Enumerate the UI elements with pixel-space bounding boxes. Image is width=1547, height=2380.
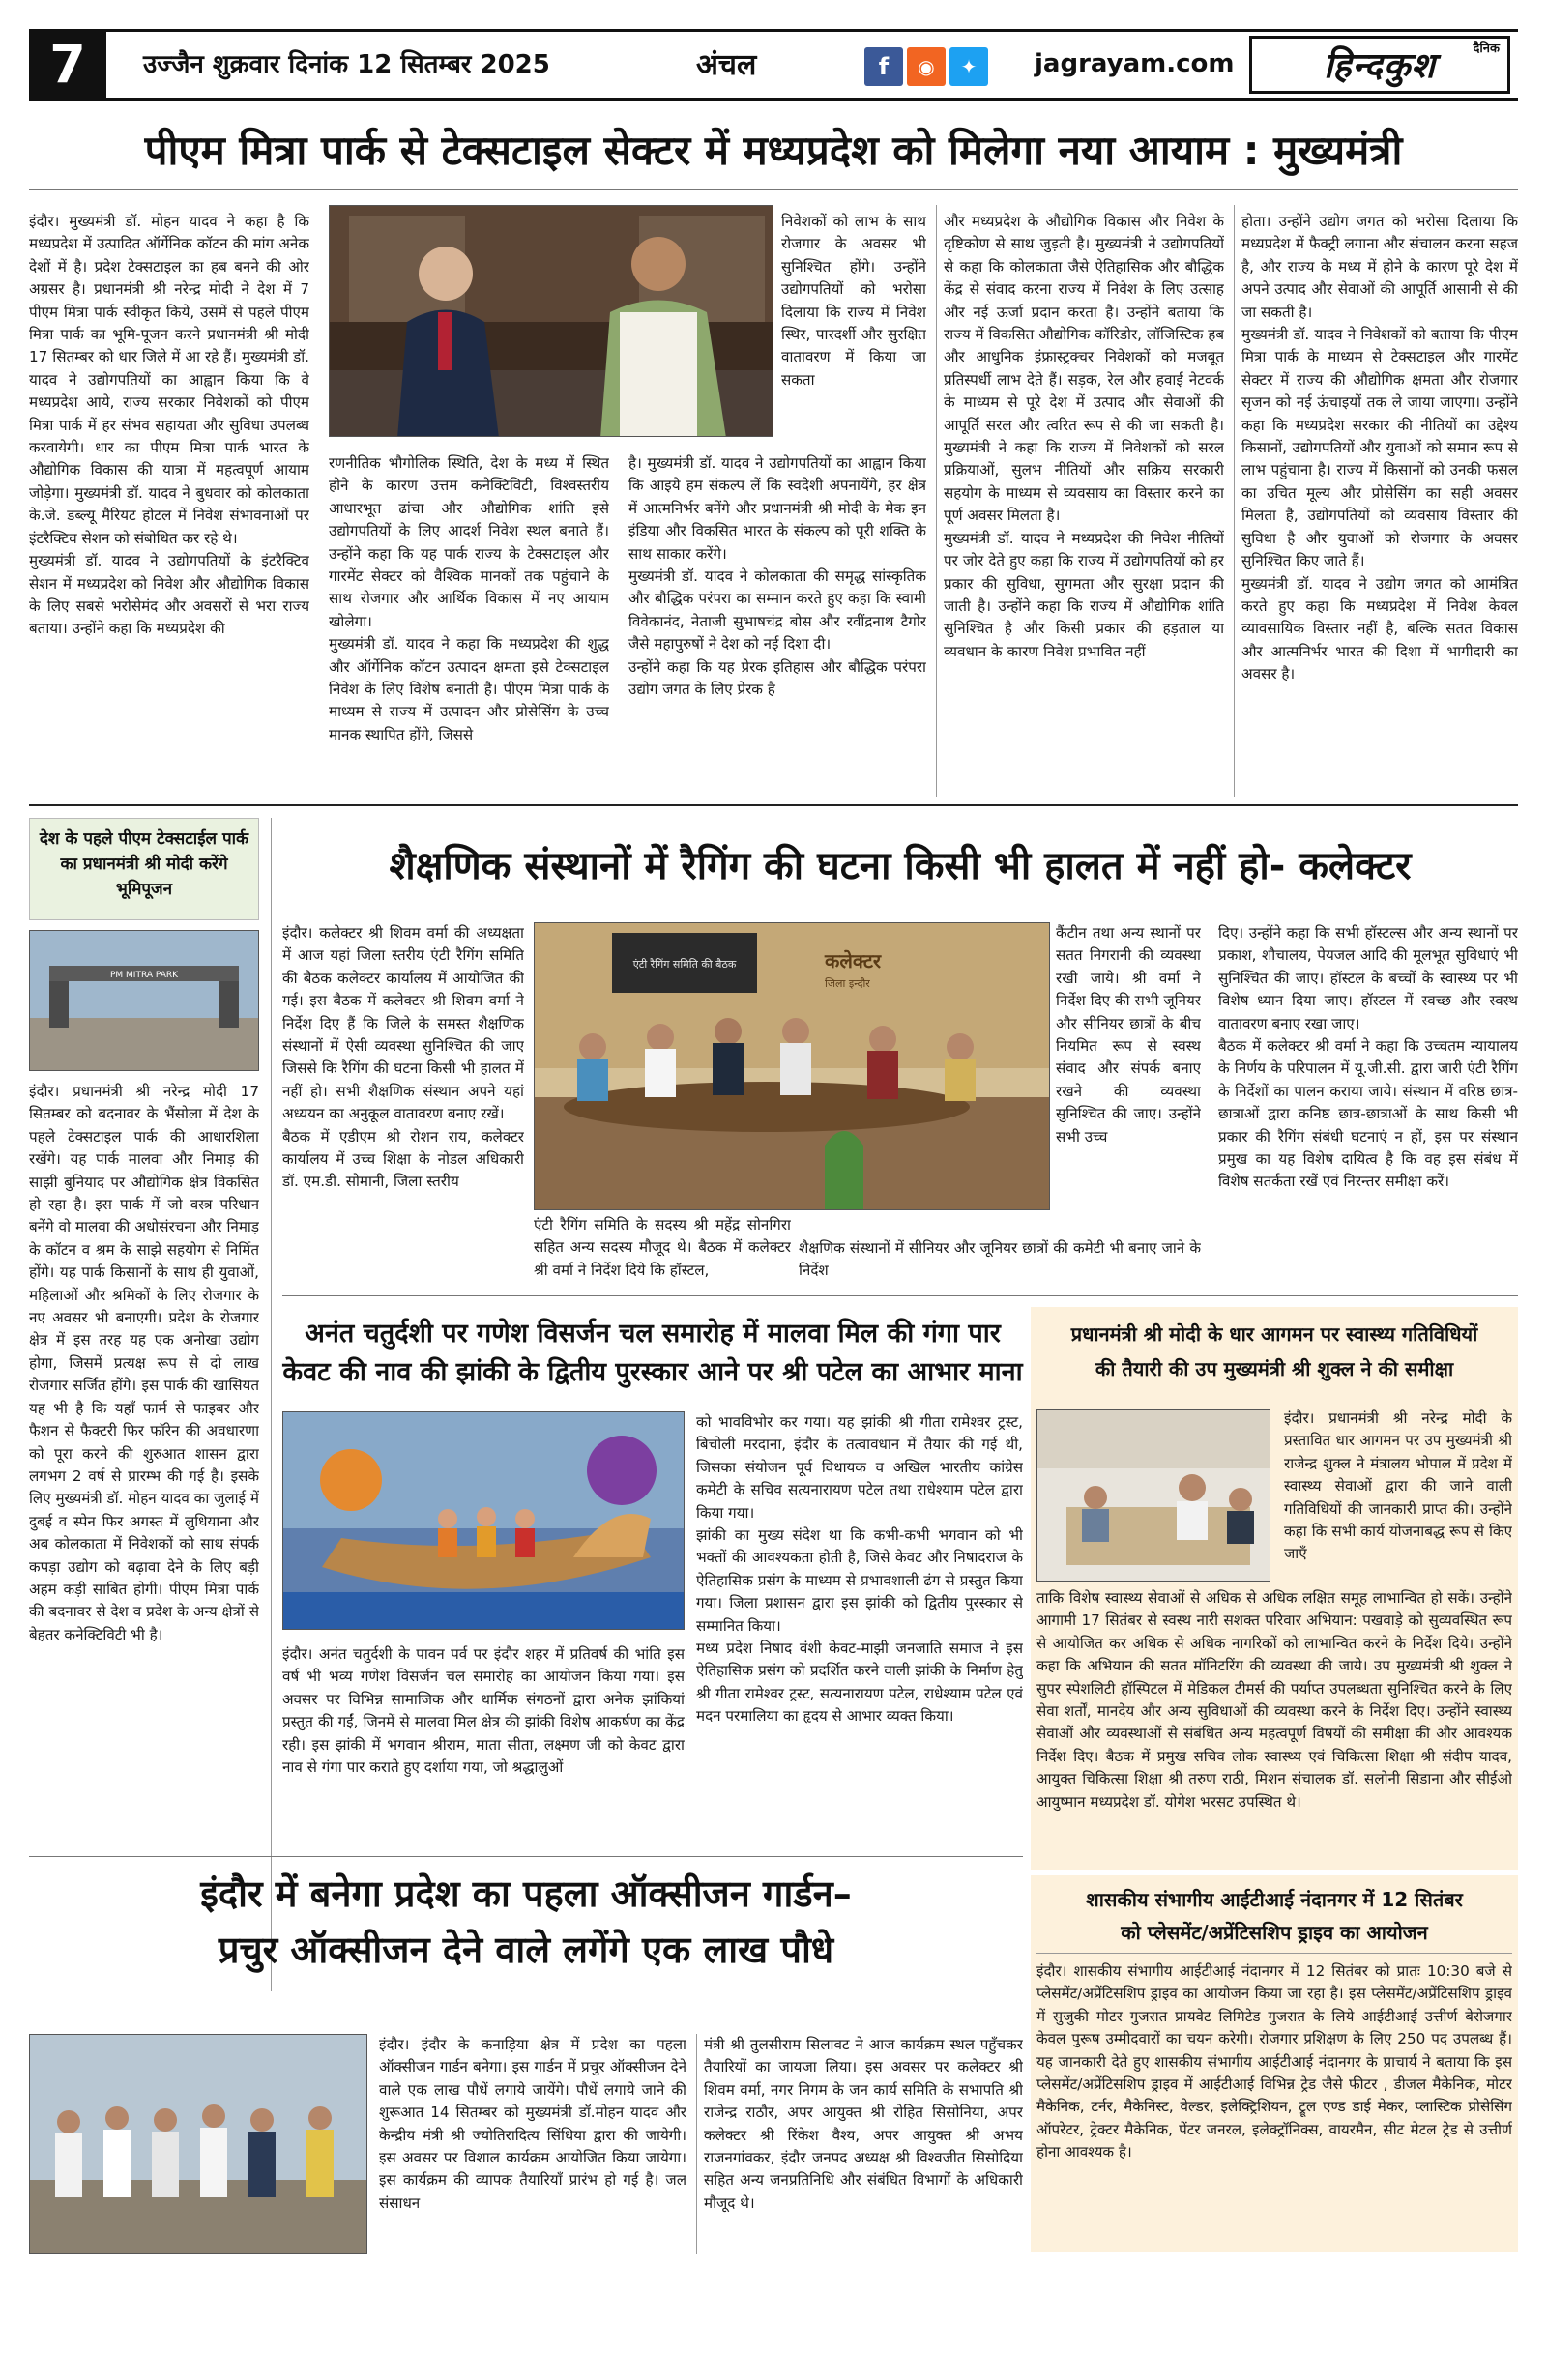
section-title: अंचल bbox=[696, 48, 757, 82]
page-number: 7 bbox=[29, 32, 106, 98]
article6-col1: इंदौर। इंदौर के कनाड़िया क्षेत्र में प्रदेश का पहला ऑक्सीजन गार्डन बनेगा। इस गार्डन में प्रचुर ऑक्सीजन देने वाले एक लाख पौधें लगाये जायेंगे। पौधें लगाये जाने की शुरूआत 14 सितम्बर को मुख्यमंत्री डॉ.मोहन यादव और केन्द्रीय मंत्री श्री ज्योतिरादित्य सिंधिया द्वारा की जायेगी। इस अवसर पर विशाल कार्यक्रम आयोजित किया जायेगा। इस कार्यक्रम की व्यापक तैयारियाँ प्रारंभ हो गई है। जल संसाधन bbox=[379, 2036, 686, 2212]
wall-sign-1: कलेक्टर bbox=[825, 949, 882, 972]
article2-col4: दिए। उन्होंने कहा कि सभी हॉस्टल्स और अन्य स्थानों पर प्रकाश, शौचालय, पेयजल आदि की मूलभूत सुविधाएं भी सुनिश्चित की जाए। हॉस्टल के बच्चों के स्वास्थ्य पर भी विशेष ध्यान दिया जाए। हॉस्टल में स्वच्छ और स्वस्थ वातावरण बनाए रखा जाए। बैठक में कलेक्टर श्री वर्मा ने कहा कि उच्चतम न्यायालय के निर्णय के परिपालन में यू.जी.सी. द्वारा जारी एंटी रैगिंग के निर्देशों का पालन कराया जाये। संस्थान में वरिष्ठ छात्र-छात्राओं द्वारा कनिष्ठ छात्र-छात्राओं के साथ किसी भी प्रकार की रैगिंग संबंधी घटनाएं न हों, इस पर संस्थान प्रमुख का यह विशेष दायित्व है कि वह इस संबंध में विशेष सतर्कता रखें एवं निरन्तर समीक्षा करें। bbox=[1218, 924, 1518, 1191]
brand-logo bbox=[1249, 36, 1510, 94]
article1-headline: पीएम मित्रा पार्क से टेक्सटाइल सेक्टर में मध्यप्रदेश को मिलेगा नया आयाम : मुख्यमंत्री bbox=[144, 127, 1403, 174]
article6-col2: मंत्री श्री तुलसीराम सिलावट ने आज कार्यक्रम स्थल पहुँचकर तैयारियों का जायजा लिया। इस अवसर पर कलेक्टर श्री शिवम वर्मा, नगर निगम के जन कार्य समिति के सभापति श्री राजेन्द्र राठौर, अपर आयुक्त श्री रोहित सिसोनिया, अपर कलेक्टर श्री रिंकेश वैश्य, अपर आयुक्त श्री अभय राजनगांवकर, इंदौर जनपद अध्यक्ष श्री विश्वजीत सिसोदिया सहित अन्य जनप्रतिनिधि और संबंधित विभागों के अधिकारी मौजूद थे। bbox=[704, 2036, 1023, 2212]
masthead bbox=[29, 29, 1518, 101]
wall-sign-2: जिला इन्दौर bbox=[825, 977, 870, 990]
article6-photo bbox=[29, 2034, 367, 2254]
article2-photo bbox=[534, 922, 1050, 1210]
article5-box bbox=[1031, 1875, 1518, 2252]
article6-headline bbox=[29, 1866, 1023, 1978]
gate-photo-illustration bbox=[30, 931, 259, 1071]
article5-headline bbox=[1036, 1883, 1512, 1949]
article3-col1: इंदौर। अनंत चतुर्दशी के पावन पर्व पर इंदौर शहर में प्रतिवर्ष की भांति इस वर्ष भी भव्य गणेश विसर्जन चल समारोह का आयोजन किया गया। इस अवसर पर विभिन्न सामाजिक और धार्मिक संगठनों द्वारा अनेक झांकियां प्रस्तुत की गईं, जिनमें से मालवा मिल क्षेत्र की झांकी विशेष आकर्षण का केंद्र रही। इस झांकी में भगवान श्रीराम, माता सीता, लक्ष्मण जी को केवट द्वारा नाव से गंगा पार कराते हुए दर्शाया गया, जो श्रद्धालुओं bbox=[282, 1645, 685, 1777]
rss-icon[interactable]: ◉ bbox=[907, 47, 946, 86]
article1-col4: और मध्यप्रदेश के औद्योगिक विकास और निवेश के दृष्टिकोण से साथ जुड़ती है। मुख्यमंत्री ने उद्योगपतियों से कहा कि कोलकाता जैसे ऐतिहासिक और बौद्धिक केंद्र से संवाद करना राज्य में निवेश के लिए उत्साह और नई ऊर्जा प्रदान करता है। उन्होंने बताया कि राज्य में विकसित औद्योगिक कॉरिडोर, लॉजिस्टिक हब और आधुनिक इंफ्रास्ट्रक्चर निवेशकों को मजबूत प्रतिस्पर्धी लाभ देते हैं। सड़क, रेल और हवाई नेटवर्क के माध्यम से पूरे देश में उत्पाद और सेवाओं की आपूर्ति सरल और त्वरित रूप से की जा सकती है। मुख्यमंत्री ने कहा कि राज्य में निवेशकों को सरल प्रक्रियाओं, सुलभ नीतियों और सक्रिय सरकारी सहयोग के माध्यम से व्यवसाय का विस्तार करने का पूर्ण अवसर मिलता है। मुख्यमंत्री डॉ. यादव ने मध्यप्रदेश की निवेश नीतियों पर जोर देते हुए कहा कि राज्य में उद्योगपतियों को हर प्रकार की सुविधा, सुगमता और सुरक्षा प्रदान की जाती है। उन्होंने कहा कि राज्य में औद्योगिक शांति सुनिश्चित है और किसी प्रकार की हड़ताल या व्यवधान के कारण निवेश प्रभावित नहीं bbox=[944, 213, 1224, 660]
facebook-icon[interactable]: f bbox=[864, 47, 903, 86]
article2-col3b: शैक्षणिक संस्थानों में सीनियर और जूनियर छात्रों की कमेटी भी बनाए जाने के निर्देश bbox=[799, 1239, 1201, 1280]
article1-col3a: निवेशकों को लाभ के साथ रोजगार के अवसर भी सुनिश्चित होंगे। उन्होंने उद्योगपतियों को भरोसा दिलाया कि राज्य में निवेश स्थिर, पारदर्शी और सुरक्षित वातावरण में किया जा सकता bbox=[781, 213, 926, 389]
divider bbox=[1234, 205, 1235, 797]
divider bbox=[282, 1295, 1518, 1296]
article4-col-top: इंदौर। प्रधानमंत्री श्री नरेन्द्र मोदी के प्रस्तावित धार आगमन पर उप मुख्यमंत्री श्री राजेन्द्र शुक्ल ने मंत्रालय भोपाल में प्रदेश में स्वास्थ्य सेवाओं द्वारा की जाने वाली गतिविधियों की जानकारी प्राप्त की। उन्होंने कहा कि सभी कार्य योजनाबद्ध रूप से किए जाएँ bbox=[1284, 1409, 1512, 1563]
article2-col2: एंटी रैगिंग समिति के सदस्य श्री महेंद्र सोनगिरा सहित अन्य सदस्य मौजूद थे। बैठक में कलेक्टर श्री वर्मा ने निर्देश दिये कि हॉस्टल, bbox=[534, 1216, 791, 1279]
twitter-icon[interactable]: ✦ bbox=[949, 47, 988, 86]
divider bbox=[1036, 1953, 1512, 1954]
gate-sign: PM MITRA PARK bbox=[109, 971, 179, 980]
article4-body: ताकि विशेष स्वास्थ्य सेवाओं से अधिक से अधिक लक्षित समूह लाभान्वित हो सकें। उन्होंने आगामी 17 सितंबर से स्वस्थ नारी सशक्त परिवार अभियान: पखवाड़े को सुव्यवस्थित रूप से आयोजित कर अधिक से अधिक नागरिकों को लाभान्वित करने के निर्देश दिये। उन्होंने कहा कि अभियान की सतत मॉनिटरिंग की व्यवस्था की जाये। उप मुख्यमंत्री श्री शुक्ल ने सुपर स्पेशलिटी हॉस्पिटल में मेडिकल टीमर्स की पर्याप्त उपलब्धता सुनिश्चित करने के लिए सेवा शर्तों, मानदेय और अन्य सुविधाओं की व्यवस्था करने के निर्देश दिए। उन्होंने स्वास्थ्य सेवाओं और व्यवस्थाओं से संबंधित अन्य महत्वपूर्ण विषयों की समीक्षा की और आवश्यक निर्देश दिए। बैठक में प्रमुख सचिव लोक स्वास्थ्य एवं चिकित्सा शिक्षा श्री संदीप यादव, आयुक्त चिकित्सा शिक्षा श्री तरुण राठी, मिशन संचालक डॉ. सलोनी सिडाना और सीईओ आयुष्मान मध्यप्रदेश डॉ. योगेश भरसट उपस्थित थे। bbox=[1036, 1589, 1512, 1811]
article5-headline-line2: को प्लेसमेंट/अप्रेंटिसशिप ड्राइव का आयोजन bbox=[1121, 1921, 1428, 1944]
sidebar-headline: देश के पहले पीएम टेक्सटाईल पार्क का प्रधानमंत्री श्री मोदी करेंगे भूमिपूजन bbox=[39, 829, 249, 899]
divider bbox=[29, 1856, 1023, 1857]
brand-tag: दैनिक bbox=[1473, 42, 1500, 56]
article4-box bbox=[1031, 1307, 1518, 1870]
screen-text: एंटी रैगिंग समिति की बैठक bbox=[632, 958, 737, 971]
article2-headline: शैक्षणिक संस्थानों में रैगिंग की घटना किसी भी हालत में नहीं हो- कलेक्टर bbox=[389, 844, 1412, 888]
meeting-photo-illustration bbox=[330, 206, 774, 437]
article4-headline bbox=[1036, 1317, 1512, 1386]
divider bbox=[696, 2034, 697, 2254]
sidebar-headline-box bbox=[29, 818, 259, 920]
sidebar-body: इंदौर। प्रधानमंत्री श्री नरेन्द्र मोदी 17 सितम्बर को बदनावर के भैंसोला में देश के पहले टेक्सटाइल पार्क की आधारशिला रखेंगे। यह पार्क मालवा और निमाड़ की साझी बुनियाद पर औद्योगिक क्षेत्र विकसित हो रहा है। इस पार्क में जो वस्त्र परिधान बनेंगे वो मालवा की अधोसंरचना और निमाड़ के कॉटन व श्रम के साझे सहयोग से निर्मित होंगे। यह पार्क किसानों के साथ ही युवाओं, महिलाओं और श्रमिकों के लिए रोजगार के नए अवसर भी बनाएगी। प्रदेश के रोजगार क्षेत्र में इस तरह यह एक अनोखा उद्योग होगा, जिसमें प्रत्यक्ष रूप से दो लाख रोजगार सर्जित होंगे। इस पार्क की खासियत यह भी है कि यहाँ फार्म से फाइबर और फैशन से फैक्टरी फिर फॉरेन की अवधारणा को पूरा करने की शुरुआत शासन द्वारा लगभग 2 वर्ष से प्रारम्भ की गई है। इसके लिए मुख्यमंत्री डॉ. मोहन यादव का जुलाई में दुबई व स्पेन फिर अगस्त में लुधियाना और अब कोलकाता में निवेशकों को साथ संपर्क कपड़ा उद्योग को बढ़ावा देने के लिए बड़ी अहम कड़ी साबित होगी। पीएम मित्रा पार्क की बदनावर से देश व प्रदेश के अन्य क्षेत्रों से बेहतर कनेक्टिविटी भी है। bbox=[29, 1083, 259, 1643]
meeting-room-illustration bbox=[535, 923, 1050, 1210]
article4-photo bbox=[1036, 1409, 1270, 1582]
article4-headline-line2: की तैयारी की उप मुख्यमंत्री श्री शुक्ल ने की समीक्षा bbox=[1095, 1357, 1454, 1380]
article1-col1: इंदौर। मुख्यमंत्री डॉ. मोहन यादव ने कहा है कि मध्यप्रदेश में उत्पादित ऑर्गेनिक कॉटन की मांग अनेक देशों में है। प्रदेश टेक्सटाइल का हब बनने की ओर अग्रसर है। प्रधानमंत्री श्री नरेन्द्र मोदी ने देश में 7 पीएम मित्रा पार्क स्वीकृत किये, उसमें से पहले पीएम मित्रा पार्क का भूमि-पूजन करने प्रधानमंत्री श्री मोदी 17 सितम्बर को धार जिले में आ रहे हैं। मुख्यमंत्री डॉ. यादव ने उद्योगपतियों का आह्वान किया कि वे मध्यप्रदेश आये, राज्य सरकार निवेशकों को पीएम मित्रा पार्क में हर संभव सहायता और सुविधा उपलब्ध करवायेगी। धार का पीएम मित्रा पार्क भारत के औद्योगिक विकास की यात्रा में महत्वपूर्ण आयाम जोड़ेगा। मुख्यमंत्री डॉ. यादव ने बुधवार को कोलकाता के.जे. डब्ल्यू मैरियट होटल में निवेश संभावनाओं पर इंटरैक्टिव सेशन को संबोधित कर रहे थे। मुख्यमंत्री डॉ. यादव ने उद्योगपतियों के इंटरैक्टिव सेशन में मध्यप्रदेश को निवेश और औद्योगिक विकास के लिए सबसे भरोसेमंद और अवसरों से भरा राज्य बताया। उन्होंने कहा कि मध्यप्रदेश की bbox=[29, 213, 309, 638]
article3-photo bbox=[282, 1411, 685, 1630]
article5-body: इंदौर। शासकीय संभागीय आईटीआई नंदानगर में 12 सितंबर को प्रातः 10:30 बजे से प्लेसमेंट/अप्रेंटिसशिप ड्राइव का आयोजन किया जा रहा है। इस प्लेसमेंट/अप्रेंटिसशिप ड्राइव में सुजुकी मोटर गुजरात प्रायवेट लिमिटेड गुजरात के लिये आईटीआई उत्तीर्ण बेरोजगार केवल पुरूष उम्मीदवारों का चयन करेगी। रोजगार प्रशिक्षण के लिए 250 पद उपलब्ध हैं। यह जानकारी देते हुए शासकीय संभागीय आईटीआई नंदानगर के प्राचार्य ने बताया कि इस प्लेसमेंट/अप्रेंटिसशिप ड्राइव में आईटीआई विभिन्न ट्रेड जैसे फीटर , डीजल मैकेनिक, मोटर मैकेनिक, टर्नर, मैकेनिस्ट, वेल्डर, इलेक्ट्रिशियन, ट्रूल एण्ड डाई मेकर, प्लास्टिक प्रोसेसिंग ऑपरेटर, ट्रेक्टर मैकेनिक, पेंटर जनरल, इलेक्ट्रॉनिक्स, वायरमैन, सीट मेटल ट्रेड से उत्तीर्ण होना आवश्यक है। bbox=[1036, 1962, 1512, 2162]
sidebar-photo bbox=[29, 930, 259, 1071]
divider bbox=[29, 804, 1518, 806]
article3-headline-line2: केवट की नाव की झांकी के द्वितीय पुरस्कार आने पर श्री पटेल का आभार माना bbox=[282, 1357, 1023, 1387]
divider bbox=[936, 205, 937, 797]
article1-col2: रणनीतिक भौगोलिक स्थिति, देश के मध्य में स्थित होने के कारण उत्तम कनेक्टिविटी, विश्वस्तरीय आधारभूत ढांचा और औद्योगिक शांति इसे उद्योगपतियों के लिए आदर्श निवेश स्थल बनाते हैं। उन्होंने कहा कि यह पार्क राज्य के टेक्सटाइल और गारमेंट सेक्टर को वैश्विक मानकों तक पहुंचाने के साथ रोजगार और आर्थिक विकास में नए आयाम खोलेगा। मुख्यमंत्री डॉ. यादव ने कहा कि मध्यप्रदेश की शुद्ध और ऑर्गेनिक कॉटन उत्पादन क्षमता इसे टेक्सटाइल निवेश के लिए विशेष बनाती है। पीएम मित्रा पार्क के माध्यम से राज्य में उत्पादन और प्रोसेसिंग के उच्च मानक स्थापित होंगे, जिससे bbox=[329, 454, 609, 743]
article3-headline bbox=[282, 1315, 1023, 1392]
brand-name: हिन्दकुश bbox=[1324, 46, 1436, 86]
article3-col2: को भावविभोर कर गया। यह झांकी श्री गीता रामेश्वर ट्रस्ट, बिचोली मरदाना, इंदौर के तत्वावधान में तैयार की गई थी, जिसका संयोजन पूर्व विधायक व अखिल भारतीय कांग्रेस कमेटी के सचिव सत्यनारायण पटेल तथा राधेश्याम पटेल द्वारा किया गया। झांकी का मुख्य संदेश था कि कभी-कभी भगवान को भी भक्तों की आवश्यकता होती है, जिसे केवट और निषादराज के ऐतिहासिक प्रसंग के माध्यम से प्रभावशाली ढंग से प्रस्तुत किया गया। जिला प्रशासन द्वारा इस झांकी को द्वितीय पुरस्कार से सम्मानित किया। मध्य प्रदेश निषाद वंशी केवट-माझी जनजाति समाज ने इस ऐतिहासिक प्रसंग को प्रदर्शित करने वाली झांकी के निर्माण हेतु श्री गीता रामेश्वर ट्रस्ट, सत्यनारायण पटेल, राधेश्याम पटेल एवं मदन परमालिया का हृदय से आभार व्यक्त किया। bbox=[696, 1413, 1023, 1726]
boat-tableau-illustration bbox=[283, 1412, 685, 1630]
article6-headline-line1: इंदौर में बनेगा प्रदेश का पहला ऑक्सीजन गार्डन– bbox=[200, 1872, 852, 1915]
divider bbox=[29, 189, 1518, 190]
article6-headline-line2: प्रचुर ऑक्सीजन देने वाले लगेंगे एक लाख पौधे bbox=[218, 1929, 834, 1971]
article3-headline-line1: अनंत चतुर्दशी पर गणेश विसर्जन चल समारोह में मालवा मिल की गंगा पार bbox=[305, 1319, 1001, 1349]
divider bbox=[271, 818, 272, 1991]
dateline: उज्जैन शुक्रवार दिनांक 12 सितम्बर 2025 bbox=[143, 50, 550, 79]
article5-headline-line1: शासकीय संभागीय आईटीआई नंदानगर में 12 सितंबर bbox=[1086, 1888, 1463, 1911]
article1-col5: होता। उन्होंने उद्योग जगत को भरोसा दिलाया कि मध्यप्रदेश में फैक्ट्री लगाना और संचालन करना सहज है, और राज्य के मध्य में होने के कारण पूरे देश में अपने उत्पाद और सेवाओं की आपूर्ति आसानी से की जा सकती है। मुख्यमंत्री डॉ. यादव ने निवेशकों को बताया कि पीएम मित्रा पार्क के माध्यम से टेक्सटाइल और गारमेंट सेक्टर में राज्य की औद्योगिक क्षमता और रोजगार सृजन को नई ऊंचाइयों तक ले जाया जाएगा। उन्होंने कहा कि मध्यप्रदेश सरकार की नीतियों का उद्देश्य किसानों, उद्योगपतियों और युवाओं को समान रूप से लाभ पहुंचाना है। राज्य में किसानों को उनकी फसल का उचित मूल्य और प्रोसेसिंग का सही अवसर मिलता है, उद्योगपतियों को व्यवसाय विस्तार की सुविधा है और युवाओं को रोजगार के अवसर सुनिश्चित किए जाते हैं। मुख्यमंत्री डॉ. यादव ने उद्योग जगत को आमंत्रित करते हुए कहा कि मध्यप्रदेश में निवेश केवल व्यावसायिक विस्तार नहीं है, बल्कि सतत विकास और आत्मनिर्भर भारत की दिशा में भागीदारी का अवसर है। bbox=[1241, 213, 1518, 683]
review-meeting-illustration bbox=[1037, 1410, 1270, 1582]
article1-photo bbox=[329, 205, 774, 437]
website-link[interactable]: jagrayam.com bbox=[1035, 49, 1235, 78]
article1-col3b: है। मुख्यमंत्री डॉ. यादव ने उद्योगपतियों का आह्वान किया कि आइये हम संकल्प लें कि स्वदेशी अपनायेंगे, हर क्षेत्र में आत्मनिर्भर बनेंगे और प्रधानमंत्री श्री मोदी के मेक इन इंडिया और विकसित भारत के संकल्प को पूरी शक्ति के साथ साकार करेंगे। मुख्यमंत्री डॉ. यादव ने कोलकाता की समृद्ध सांस्कृतिक और बौद्धिक परंपरा का सम्मान करते हुए कहा कि स्वामी विवेकानंद, नेताजी सुभाषचंद्र बोस और रवींद्रनाथ टैगोर जैसे महापुरुषों ने देश को नई दिशा दी। उन्होंने कहा कि यह प्रेरक इतिहास और बौद्धिक परंपरा उद्योग जगत के लिए प्रेरक है bbox=[628, 454, 926, 699]
article2-col3a: कैंटीन तथा अन्य स्थानों पर सतत निगरानी की व्यवस्था रखी जाये। श्री वर्मा ने निर्देश दिए की सभी जूनियर और सीनियर छात्रों के बीच नियमित रूप से स्वस्थ संवाद और संपर्क बनाए रखने की व्यवस्था सुनिश्चित की जाए। उन्होंने सभी उच्च bbox=[1056, 924, 1201, 1146]
article4-headline-line1: प्रधानमंत्री श्री मोदी के धार आगमन पर स्वास्थ्य गतिविधियों bbox=[1070, 1322, 1478, 1346]
site-visit-illustration bbox=[30, 2035, 367, 2254]
article2-col1: इंदौर। कलेक्टर श्री शिवम वर्मा की अध्यक्षता में आज यहां जिला स्तरीय एंटी रैगिंग समिति की बैठक कलेक्टर कार्यालय में आयोजित की गई। इस बैठक में कलेक्टर श्री शिवम वर्मा ने निर्देश दिए हैं कि जिले के समस्त शैक्षणिक संस्थानों में ऐसी व्यवस्था सुनिश्चित की जाए जिससे कि रैगिंग की घटना किसी भी हालत में नहीं हो। सभी शैक्षणिक संस्थान अपने यहां अध्ययन का अनुकूल वातावरण बनाए रखें। बैठक में एडीएम श्री रोशन राय, कलेक्टर कार्यालय में उच्च शिक्षा के नोडल अधिकारी डॉ. एम.डी. सोमानी, जिला स्तरीय bbox=[282, 924, 524, 1191]
